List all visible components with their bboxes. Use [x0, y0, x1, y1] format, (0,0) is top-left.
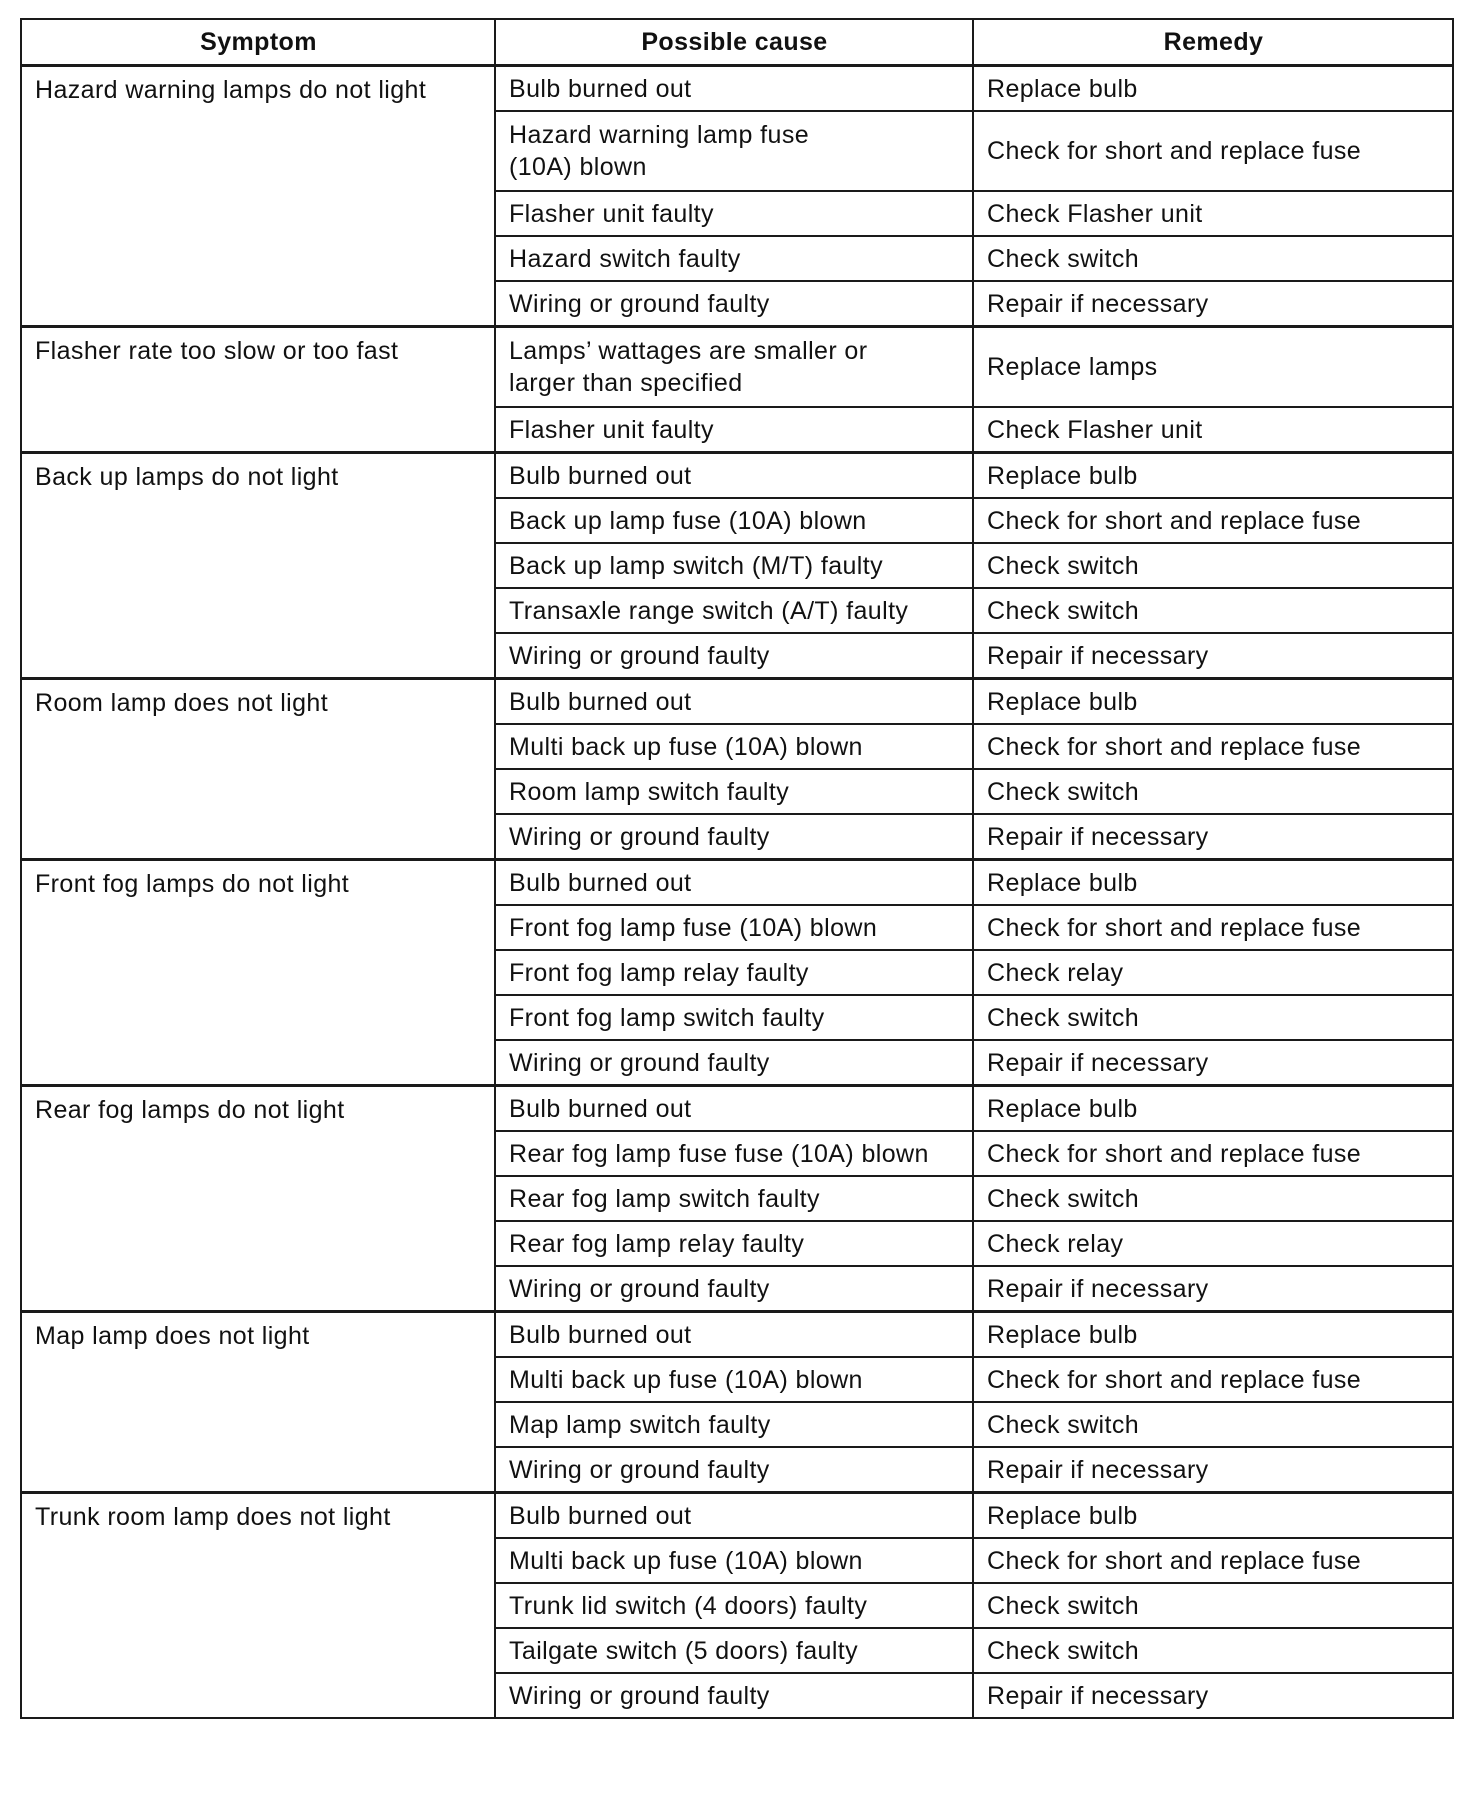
remedy-cell: Check for short and replace fuse	[973, 1131, 1453, 1176]
possible-cause-cell: Trunk lid switch (4 doors) faulty	[495, 1583, 973, 1628]
troubleshooting-table	[20, 18, 1454, 1719]
remedy-cell: Check switch	[973, 1176, 1453, 1221]
remedy-cell: Repair if necessary	[973, 814, 1453, 860]
possible-cause-cell: Bulb burned out	[495, 679, 973, 725]
symptom-cell: Front fog lamps do not light	[21, 860, 495, 1086]
header-symptom: Symptom	[21, 19, 495, 66]
possible-cause-cell: Multi back up fuse (10A) blown	[495, 1538, 973, 1583]
possible-cause-cell: Wiring or ground faulty	[495, 1040, 973, 1086]
symptom-cell: Rear fog lamps do not light	[21, 1086, 495, 1312]
possible-cause-cell: Rear fog lamp relay faulty	[495, 1221, 973, 1266]
possible-cause-cell: Wiring or ground faulty	[495, 1673, 973, 1718]
remedy-cell: Check for short and replace fuse	[973, 1357, 1453, 1402]
possible-cause-cell: Bulb burned out	[495, 1493, 973, 1539]
remedy-cell: Check relay	[973, 950, 1453, 995]
remedy-cell: Repair if necessary	[973, 281, 1453, 327]
symptom-cell: Trunk room lamp does not light	[21, 1493, 495, 1719]
table-row	[21, 1312, 1453, 1358]
remedy-cell: Check for short and replace fuse	[973, 1538, 1453, 1583]
possible-cause-cell: Flasher unit faulty	[495, 407, 973, 453]
table-body	[21, 66, 1453, 1719]
possible-cause-cell: Wiring or ground faulty	[495, 1447, 973, 1493]
remedy-cell: Check Flasher unit	[973, 191, 1453, 236]
possible-cause-cell: Rear fog lamp fuse fuse (10A) blown	[495, 1131, 973, 1176]
remedy-cell: Repair if necessary	[973, 1040, 1453, 1086]
possible-cause-cell: Wiring or ground faulty	[495, 633, 973, 679]
possible-cause-cell: Front fog lamp relay faulty	[495, 950, 973, 995]
possible-cause-cell: Bulb burned out	[495, 453, 973, 499]
possible-cause-cell: Map lamp switch faulty	[495, 1402, 973, 1447]
remedy-cell: Repair if necessary	[973, 633, 1453, 679]
table-row	[21, 66, 1453, 112]
symptom-cell: Room lamp does not light	[21, 679, 495, 860]
possible-cause-cell: Hazard warning lamp fuse (10A) blown	[495, 111, 973, 191]
remedy-cell: Check switch	[973, 769, 1453, 814]
possible-cause-cell: Tailgate switch (5 doors) faulty	[495, 1628, 973, 1673]
remedy-cell: Replace bulb	[973, 679, 1453, 725]
table-header	[21, 19, 1453, 66]
remedy-cell: Check switch	[973, 236, 1453, 281]
remedy-cell: Check switch	[973, 1628, 1453, 1673]
header-remedy: Remedy	[973, 19, 1453, 66]
header-row	[21, 19, 1453, 66]
possible-cause-cell: Rear fog lamp switch faulty	[495, 1176, 973, 1221]
possible-cause-cell: Back up lamp fuse (10A) blown	[495, 498, 973, 543]
possible-cause-cell: Wiring or ground faulty	[495, 814, 973, 860]
remedy-cell: Check switch	[973, 543, 1453, 588]
symptom-cell: Back up lamps do not light	[21, 453, 495, 679]
remedy-cell: Repair if necessary	[973, 1447, 1453, 1493]
possible-cause-cell: Room lamp switch faulty	[495, 769, 973, 814]
remedy-cell: Check for short and replace fuse	[973, 111, 1453, 191]
symptom-cell: Hazard warning lamps do not light	[21, 66, 495, 327]
table-row	[21, 860, 1453, 906]
remedy-cell: Replace bulb	[973, 1086, 1453, 1132]
remedy-cell: Replace lamps	[973, 327, 1453, 408]
table-row	[21, 1086, 1453, 1132]
remedy-cell: Repair if necessary	[973, 1266, 1453, 1312]
possible-cause-cell: Back up lamp switch (M/T) faulty	[495, 543, 973, 588]
remedy-cell: Check switch	[973, 1402, 1453, 1447]
remedy-cell: Check Flasher unit	[973, 407, 1453, 453]
remedy-cell: Replace bulb	[973, 1493, 1453, 1539]
possible-cause-cell: Front fog lamp switch faulty	[495, 995, 973, 1040]
remedy-cell: Replace bulb	[973, 860, 1453, 906]
possible-cause-cell: Bulb burned out	[495, 66, 973, 112]
remedy-cell: Replace bulb	[973, 66, 1453, 112]
remedy-cell: Check switch	[973, 995, 1453, 1040]
possible-cause-cell: Transaxle range switch (A/T) faulty	[495, 588, 973, 633]
possible-cause-cell: Lamps’ wattages are smaller or larger than specified	[495, 327, 973, 408]
table-row	[21, 1493, 1453, 1539]
symptom-cell: Map lamp does not light	[21, 1312, 495, 1493]
remedy-cell: Replace bulb	[973, 1312, 1453, 1358]
remedy-cell: Check for short and replace fuse	[973, 498, 1453, 543]
possible-cause-cell: Hazard switch faulty	[495, 236, 973, 281]
possible-cause-cell: Wiring or ground faulty	[495, 1266, 973, 1312]
possible-cause-cell: Bulb burned out	[495, 860, 973, 906]
table-row	[21, 453, 1453, 499]
possible-cause-cell: Front fog lamp fuse (10A) blown	[495, 905, 973, 950]
table-row	[21, 327, 1453, 408]
possible-cause-cell: Bulb burned out	[495, 1312, 973, 1358]
possible-cause-cell: Multi back up fuse (10A) blown	[495, 724, 973, 769]
remedy-cell: Check switch	[973, 588, 1453, 633]
remedy-cell: Repair if necessary	[973, 1673, 1453, 1718]
header-possible-cause: Possible cause	[495, 19, 973, 66]
possible-cause-cell: Flasher unit faulty	[495, 191, 973, 236]
remedy-cell: Check relay	[973, 1221, 1453, 1266]
possible-cause-cell: Multi back up fuse (10A) blown	[495, 1357, 973, 1402]
remedy-cell: Check for short and replace fuse	[973, 724, 1453, 769]
remedy-cell: Replace bulb	[973, 453, 1453, 499]
remedy-cell: Check switch	[973, 1583, 1453, 1628]
possible-cause-cell: Wiring or ground faulty	[495, 281, 973, 327]
symptom-cell: Flasher rate too slow or too fast	[21, 327, 495, 453]
remedy-cell: Check for short and replace fuse	[973, 905, 1453, 950]
table-row	[21, 679, 1453, 725]
possible-cause-cell: Bulb burned out	[495, 1086, 973, 1132]
